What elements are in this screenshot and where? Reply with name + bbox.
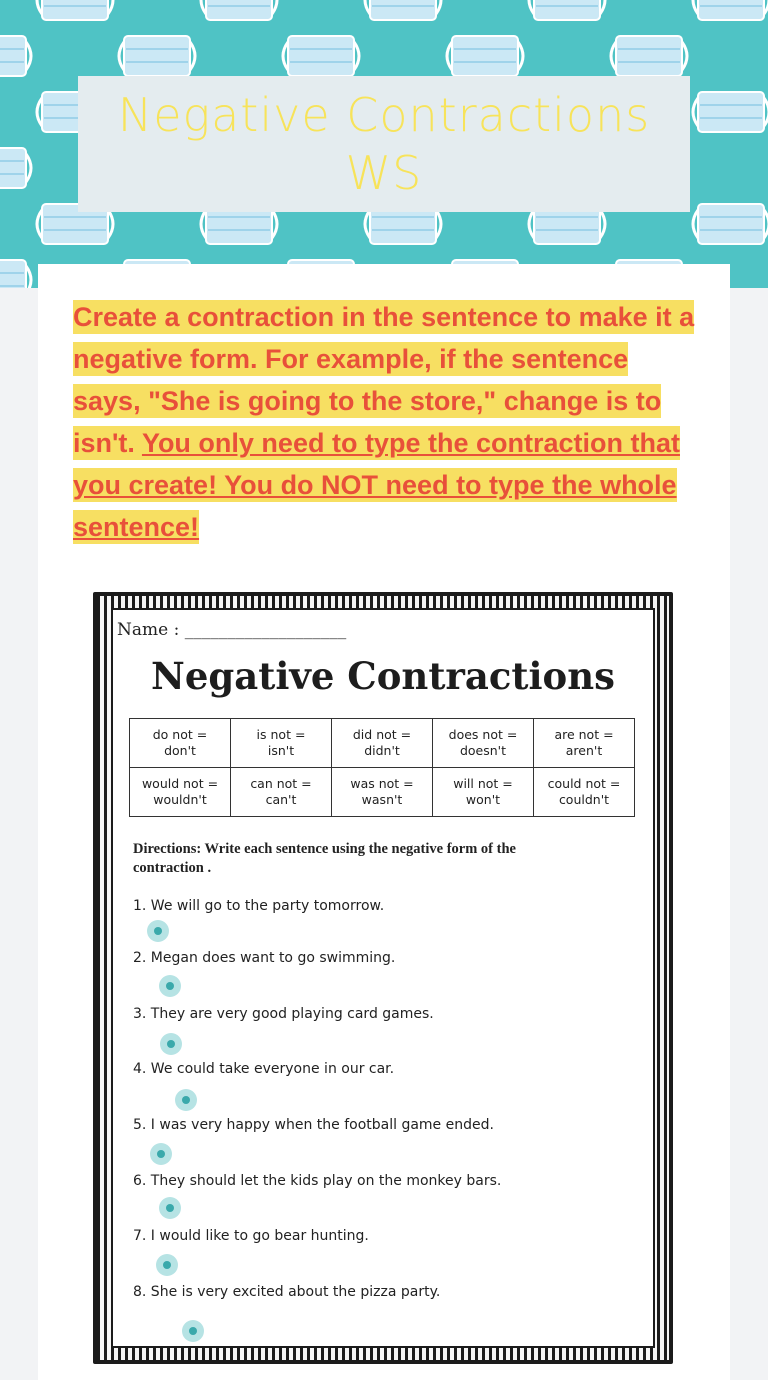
mask-icon — [693, 92, 768, 132]
title-box — [78, 76, 690, 212]
question-1: 1. We will go to the party tomorrow. — [133, 898, 385, 914]
table-cell: did not = didn't — [332, 719, 433, 768]
instructions-text — [73, 296, 703, 548]
table-cell: will not = won't — [433, 768, 534, 817]
mask-icon — [693, 204, 768, 244]
table-cell: could not = couldn't — [534, 768, 635, 817]
instructions-main: Create a contraction in the sentence to make it a negative form. For example, if the sentence says, "She is going to the store," change is to isn't. — [73, 302, 695, 458]
mask-icon — [201, 0, 277, 20]
table-row — [130, 768, 635, 817]
table-cell: was not = wasn't — [332, 768, 433, 817]
mask-icon — [447, 36, 523, 76]
mask-icon — [283, 36, 359, 76]
question-3: 3. They are very good playing card games. — [133, 1006, 434, 1022]
contraction-table — [129, 718, 635, 817]
answer-hotspot-5[interactable] — [150, 1143, 172, 1165]
worksheet-directions: Directions: Write each sentence using the negative form of the contraction . — [133, 841, 516, 876]
worksheet-title: Negative Contractions — [151, 654, 615, 698]
instructions-emphasis: You only need to type the contraction that you create! You do NOT need to type the whole sentence! — [73, 428, 680, 542]
question-8: 8. She is very excited about the pizza party. — [133, 1284, 441, 1300]
answer-hotspot-4[interactable] — [175, 1089, 197, 1111]
header-banner — [0, 0, 768, 288]
mask-icon — [693, 0, 768, 20]
mask-icon — [365, 0, 441, 20]
worksheet-image — [93, 592, 673, 1364]
question-4: 4. We could take everyone in our car. — [133, 1061, 395, 1077]
question-5: 5. I was very happy when the football game ended. — [133, 1117, 494, 1133]
answer-hotspot-3[interactable] — [160, 1033, 182, 1055]
mask-icon — [0, 148, 31, 188]
table-cell: are not = aren't — [534, 719, 635, 768]
table-cell: is not = isn't — [231, 719, 332, 768]
question-7: 7. I would like to go bear hunting. — [133, 1228, 369, 1244]
page-title: Negative Contractions WS — [117, 88, 651, 200]
question-6: 6. They should let the kids play on the monkey bars. — [133, 1173, 502, 1189]
answer-hotspot-1[interactable] — [147, 920, 169, 942]
mask-icon — [0, 36, 31, 76]
table-cell: would not = wouldn't — [130, 768, 231, 817]
mask-icon — [37, 0, 113, 20]
answer-hotspot-7[interactable] — [156, 1254, 178, 1276]
content-card — [38, 264, 730, 1380]
table-cell: do not = don't — [130, 719, 231, 768]
table-row — [130, 719, 635, 768]
worksheet-name-line: Name : ___________________ — [117, 620, 347, 640]
mask-icon — [119, 36, 195, 76]
mask-icon — [0, 260, 31, 288]
worksheet-page — [111, 608, 655, 1348]
mask-icon — [529, 0, 605, 20]
table-cell: does not = doesn't — [433, 719, 534, 768]
answer-hotspot-2[interactable] — [159, 975, 181, 997]
table-cell: can not = can't — [231, 768, 332, 817]
mask-icon — [611, 36, 687, 76]
answer-hotspot-8[interactable] — [182, 1320, 204, 1342]
question-2: 2. Megan does want to go swimming. — [133, 950, 396, 966]
answer-hotspot-6[interactable] — [159, 1197, 181, 1219]
